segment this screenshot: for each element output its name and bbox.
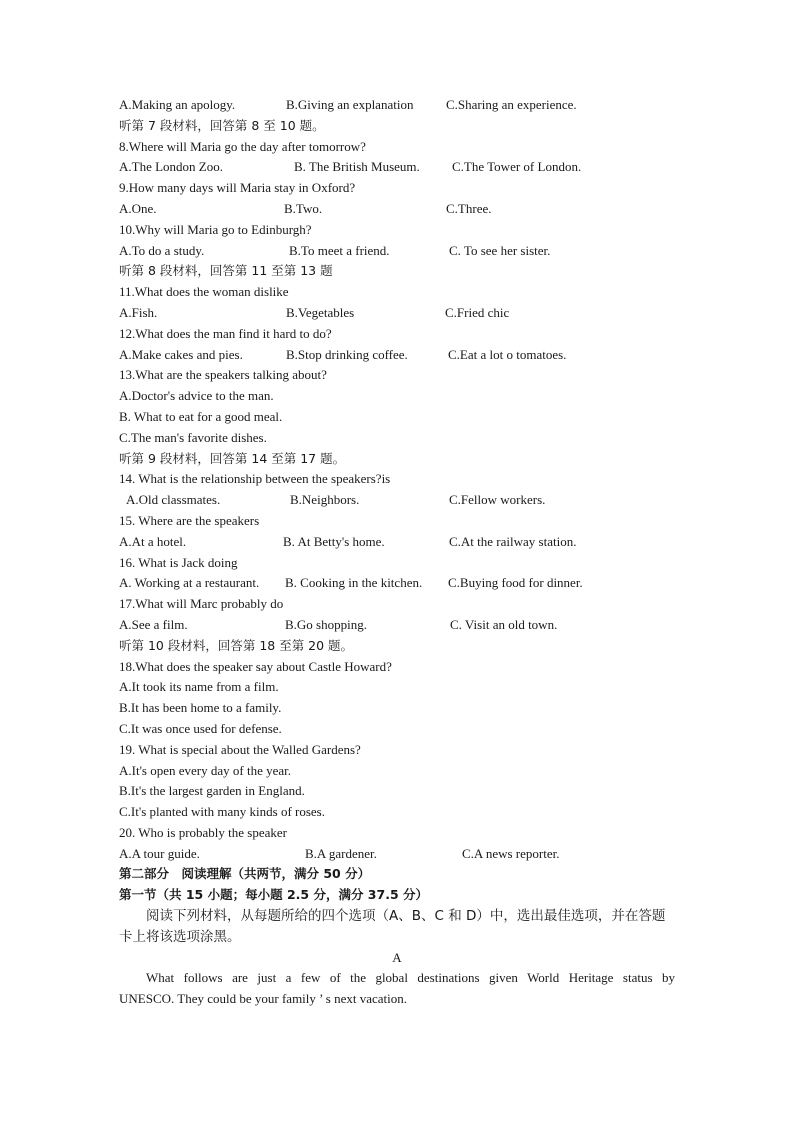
option-b: B.Neighbors. [290, 492, 360, 508]
option-row [119, 573, 675, 594]
question-line: 15. Where are the speakers [119, 512, 260, 528]
section-instruction: 听第 8 段材料，回答第 11 至第 13 题 [119, 263, 333, 279]
section-instruction: 听第 7 段材料，回答第 8 至 10 题。 [119, 117, 325, 133]
question-line: C.It was once used for defense. [119, 720, 282, 736]
question-line: 20. Who is probably the speaker [119, 824, 287, 840]
question-line: 16. What is Jack doing [119, 554, 238, 570]
option-a: A.Making an apology. [119, 97, 236, 112]
option-a: A.See a film. [119, 616, 188, 632]
passage-intro-line-1: What follows are just a few of the global destinations given World Heritage status by [146, 970, 675, 986]
question-line: A.It took its name from a film. [119, 679, 279, 695]
option-c: C.The Tower of London. [452, 159, 582, 175]
option-a: A. Working at a restaurant. [119, 575, 260, 591]
option-b: B.Two. [284, 200, 323, 216]
option-c: C.Fellow workers. [449, 492, 546, 508]
option-c: C.Three. [446, 200, 492, 216]
option-c: C. To see her sister. [449, 242, 551, 258]
option-a: A.One. [119, 200, 157, 216]
option-c: C.Buying food for dinner. [448, 575, 583, 591]
question-line: 9.How many days will Maria stay in Oxford? [119, 180, 356, 196]
question-line: 8.Where will Maria go the day after tomorrow? [119, 138, 366, 154]
option-row [119, 95, 675, 116]
option-row [119, 345, 675, 366]
question-line: 17.What will Marc probably do [119, 596, 284, 612]
passage-label: A [392, 949, 402, 965]
option-c: C.Eat a lot o tomatoes. [448, 346, 567, 362]
option-row [119, 199, 675, 220]
option-row [119, 241, 675, 262]
option-row [119, 303, 675, 324]
question-line: 19. What is special about the Walled Gardens? [119, 741, 361, 757]
question-line: 18.What does the speaker say about Castle Howard? [119, 658, 392, 674]
option-c: C.A news reporter. [462, 845, 560, 861]
option-c: C. Visit an old town. [450, 616, 558, 632]
option-b: B.To meet a friend. [289, 242, 390, 258]
question-line: B.It's the largest garden in England. [119, 783, 305, 799]
reading-instruction: 阅读下列材料，从每题所给的四个选项（A、B、C 和 D）中，选出最佳选项，并在答题卡上将该选项涂黑。 [119, 908, 666, 945]
option-row [119, 157, 675, 178]
question-line: 11.What does the woman dislike [119, 284, 289, 300]
passage-intro-line-2: UNESCO. They could be your family ’ s next vacation. [119, 991, 407, 1007]
question-line: 10.Why will Maria go to Edinburgh? [119, 221, 312, 237]
option-row [119, 615, 675, 636]
option-c: C.Fried chic [445, 304, 510, 320]
option-c: C.Sharing an experience. [446, 97, 577, 112]
section-heading: 第一节（共 15 小题；每小题 2.5 分，满分 37.5 分） [119, 887, 428, 903]
question-line: C.The man's favorite dishes. [119, 429, 267, 445]
option-b: B.Vegetables [286, 304, 355, 320]
option-a: A.At a hotel. [119, 533, 187, 549]
question-line: B. What to eat for a good meal. [119, 408, 283, 424]
option-b: B. At Betty's home. [283, 533, 385, 549]
option-a: A.Old classmates. [126, 492, 221, 508]
question-line: 14. What is the relationship between the speakers?is [119, 471, 391, 487]
option-row [119, 490, 675, 511]
option-b: B. The British Museum. [294, 159, 420, 175]
option-a: A.To do a study. [119, 242, 205, 258]
section-heading: 第二部分 阅读理解（共两节，满分 50 分） [119, 866, 371, 882]
question-line: B.It has been home to a family. [119, 700, 282, 716]
option-b: B. Cooking in the kitchen. [285, 575, 423, 591]
option-b: B.Stop drinking coffee. [286, 346, 408, 362]
option-row [119, 532, 675, 553]
question-line: 12.What does the man find it hard to do? [119, 325, 332, 341]
option-a: A.Make cakes and pies. [119, 346, 243, 362]
option-a: A.Fish. [119, 304, 158, 320]
option-row [119, 844, 675, 865]
question-line: 13.What are the speakers talking about? [119, 367, 327, 383]
option-a: A.The London Zoo. [119, 159, 223, 175]
question-line: A.Doctor's advice to the man. [119, 388, 274, 404]
question-line: C.It's planted with many kinds of roses. [119, 804, 325, 820]
option-b: B.A gardener. [305, 845, 377, 861]
option-b: B.Giving an explanation [286, 97, 414, 112]
option-b: B.Go shopping. [285, 616, 367, 632]
option-a: A.A tour guide. [119, 845, 200, 861]
exam-page [119, 95, 675, 1010]
section-instruction: 听第 9 段材料，回答第 14 至第 17 题。 [119, 450, 346, 466]
option-c: C.At the railway station. [449, 533, 577, 549]
section-instruction: 听第 10 段材料，回答第 18 至第 20 题。 [119, 637, 354, 653]
question-line: A.It's open every day of the year. [119, 762, 292, 778]
